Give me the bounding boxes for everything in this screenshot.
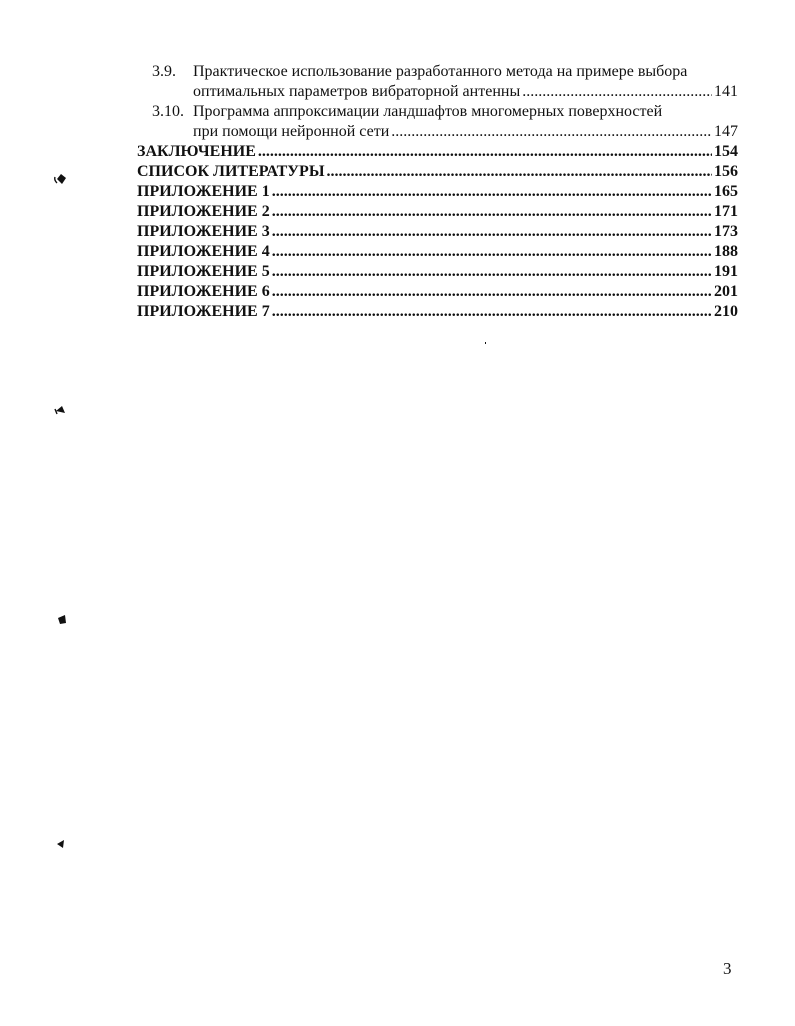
toc-row[interactable] — [137, 202, 738, 222]
page-ref: 201 — [714, 283, 738, 300]
entry-title: ЗАКЛЮЧЕНИЕ — [137, 143, 256, 160]
toc-row[interactable] — [137, 282, 738, 302]
punch-hole-mark — [53, 403, 67, 417]
dot-leader — [272, 262, 712, 282]
page-ref: 165 — [714, 183, 738, 200]
page-ref: 141 — [714, 83, 738, 100]
section-number: 3.10. — [152, 103, 184, 120]
page-ref: 171 — [714, 203, 738, 220]
entry-title: ПРИЛОЖЕНИЕ 5 — [137, 263, 270, 280]
page-ref: 173 — [714, 223, 738, 240]
entry-title: ПРИЛОЖЕНИЕ 1 — [137, 183, 270, 200]
toc-row[interactable] — [137, 182, 738, 202]
section-title-line: Практическое использование разработанного метода на примере выбора — [193, 63, 688, 80]
toc-row[interactable] — [137, 162, 738, 182]
entry-title: ПРИЛОЖЕНИЕ 7 — [137, 303, 270, 320]
page-ref: 156 — [714, 163, 738, 180]
entry-title: ПРИЛОЖЕНИЕ 6 — [137, 283, 270, 300]
dot-leader — [258, 142, 712, 162]
dot-leader — [272, 182, 712, 202]
toc-row[interactable] — [137, 242, 738, 262]
entry-title: ПРИЛОЖЕНИЕ 2 — [137, 203, 270, 220]
toc-row[interactable] — [137, 262, 738, 282]
page-ref: 147 — [714, 123, 738, 140]
entry-title: ПРИЛОЖЕНИЕ 3 — [137, 223, 270, 240]
toc-row[interactable] — [137, 302, 738, 322]
section-number: 3.9. — [152, 63, 176, 80]
toc-row[interactable] — [193, 82, 738, 102]
dot-leader — [391, 122, 712, 142]
dot-leader — [272, 302, 712, 322]
section-title-line: оптимальных параметров вибраторной антенны — [193, 83, 521, 100]
page-ref: 188 — [714, 243, 738, 260]
punch-hole-mark — [55, 838, 67, 850]
dot-leader — [272, 242, 712, 262]
dot-leader — [327, 162, 712, 182]
page-number: 3 — [723, 959, 732, 978]
section-title-line: при помощи нейронной сети — [193, 123, 390, 140]
punch-hole-mark — [55, 612, 69, 626]
dot-leader — [522, 82, 712, 102]
dot-leader — [272, 202, 712, 222]
page-ref: 154 — [714, 143, 738, 160]
toc-row[interactable] — [137, 142, 738, 162]
page-ref: 191 — [714, 263, 738, 280]
dot-leader — [272, 222, 712, 242]
entry-title: ПРИЛОЖЕНИЕ 4 — [137, 243, 270, 260]
scan-speck — [485, 342, 486, 344]
section-title-line: Программа аппроксимации ландшафтов многомерных поверхностей — [193, 103, 663, 120]
toc-row[interactable] — [193, 122, 738, 142]
page-ref: 210 — [714, 303, 738, 320]
dot-leader — [272, 282, 712, 302]
toc-row[interactable] — [137, 222, 738, 242]
entry-title: СПИСОК ЛИТЕРАТУРЫ — [137, 163, 325, 180]
punch-hole-mark — [54, 172, 68, 186]
